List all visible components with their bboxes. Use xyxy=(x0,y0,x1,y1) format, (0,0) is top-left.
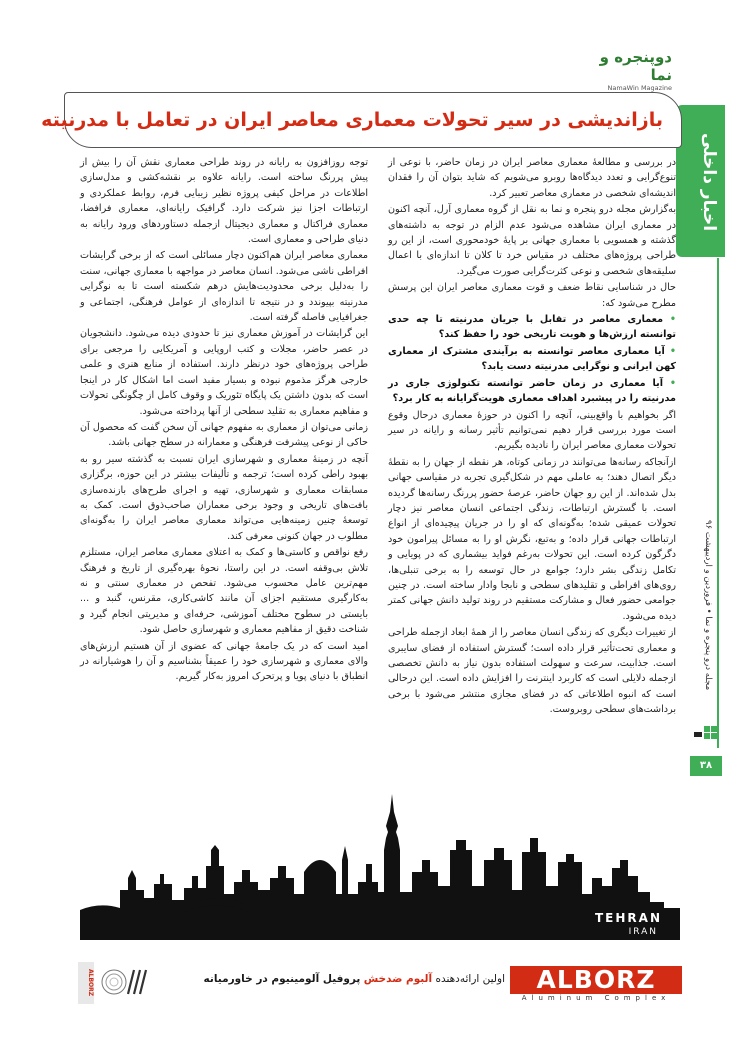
skyline-country-label: IRAN xyxy=(628,927,658,937)
question-paragraph xyxy=(388,312,676,343)
question-paragraph xyxy=(388,376,676,407)
article-title: بازاندیشی در سیر تحولات معماری معاصر ایران در تعامل با مدرنیته xyxy=(41,109,663,131)
question-text: آیا معماری معاصر توانسته به برآیندی مشترک از معماری کهن ایرانی و نوگرایی مدرنیته دست یابد؟ xyxy=(388,345,676,373)
text-column-right xyxy=(388,155,676,719)
magazine-window-icon xyxy=(692,723,720,743)
scratch-icon xyxy=(100,964,148,1000)
ad-brand-name: ALBORZ xyxy=(510,966,682,994)
masthead xyxy=(582,48,672,92)
ad-tagline-part1: اولین ارائه‌دهنده xyxy=(435,973,505,985)
body-paragraph: آنچه در زمینۀ معماری و شهرسازی ایران نسبت به گذشته سیر رو به بهبود راطی کرده است؛ ترجمه و تألیفات بیشتر در این حوزه، برگزاری مسابقات معماری و شهرسازی، تهیه و اجرای طرح‌های بازنده‌سازی بافت‌های تاریخی و وجود برخی معماران صاحب‌ذوق است. کمک به توسعۀ چنین زمینه‌هایی می‌تواند معماری معاصر ایران را به‌گونه‌ای مطلوب در جهان کنونی معرفی کند. xyxy=(80,453,368,542)
ad-brand-logo xyxy=(510,966,682,1004)
title-banner xyxy=(41,92,682,148)
body-paragraph: ازآنجاکه رسانه‌ها می‌توانند در زمانی کوتاه، هر نقطه از جهان را به نقطۀ دیگر اتصال دهند؛ به عاملی مهم در شکل‌گیری تجربه در مقیاسی جهانی بدل شده‌اند. از این رو جهان حاضر، عرصۀ حضور پررنگ رسانه‌ها گردیده است. با گسترش ارتباطات، زندگی اجتماعی انسان معاصر نیز دچار تحولات عمیقی شده؛ به‌گونه‌ای که او را در جریان پیچیده‌ای از انواع ارتباطات جهانی قرار داده؛ و به‌تبع، نگرش او را به مسائل پیرامون خود دگرگون کرده است. این تحولات به‌رغم فواید بیشماری که در پویایی و تکامل زندگی بشر دارد؛ جوامع در حال توسعه را به برخی تنبلی‌ها، روی‌های افراطی و تقلیدهای سطحی و نابجا وادار ساخته است. در چنین جوامعی حضور فعال و مشارکت مستقیم در روند تولید دانش جهانی کمتر دیده می‌شود. xyxy=(388,456,676,622)
page-number: ۳۸ xyxy=(690,756,722,776)
issue-info: مجله درو پنجره و نما • فروردین و اردیبهشت ۹۶ xyxy=(703,519,713,691)
body-paragraph: از تغییرات دیگری که زندگی انسان معاصر را از همۀ ابعاد ازجمله طراحی و معماری تحت‌تأثیر قرار داده است؛ گسترش استفاده از فضای سایبری است. جذابیت، سرعت و سهولت استفاده بدون نیاز به دانش تخصصی ازجمله دلایلی است که کاربرد اینترنت را افزایش داده است. این درحالی است که انبوه اطلاعاتی که در فضای مجازی منتشر می‌شود با برخی برداشت‌های سطحی روبروست. xyxy=(388,627,676,716)
side-divider xyxy=(717,258,719,748)
section-tab xyxy=(676,105,725,257)
body-paragraph: در بررسی و مطالعۀ معماری معاصر ایران در زمان حاضر، با نوعی از تنوع‌گرایی و تعدد دیدگاه‌ها روبرو می‌شویم که شاید بتوان آن را فقدان اندیشه‌ای شخصی در معماری معاصر تعبیر کرد. xyxy=(388,157,676,199)
body-paragraph: امید است که در یک جامعۀ جهانی که عضوی از آن هستیم ارزش‌های والای معماری و شهرسازی خود را عمیقاً بشناسیم و آن را هوشیارانه در انطباق با دنیای پویا و پرتحرک امروز به‌کار گیریم. xyxy=(80,640,368,683)
bullet-icon: • xyxy=(662,377,676,389)
section-tab-label: اخبار داخلی xyxy=(699,132,719,232)
ad-tagline xyxy=(150,973,505,985)
body-paragraph: زمانی می‌توان از معماری به مفهوم جهانی آن سخن گفت که محصول آن حاکی از نوعی پیشرفت فرهنگی و معمارانه در سطح جهانی باشد. xyxy=(80,421,368,449)
body-paragraph: اگر بخواهیم با واقع‌بینی، آنچه را اکنون در حوزۀ معماری درحال وقوع است مورد بررسی قرار دهیم نمی‌توانیم تأثیر رسانه و رایانه در سیر تحولات معماری معاصر ایران را نادیده بگیریم. xyxy=(388,409,676,452)
question-text: آیا معماری در زمان حاضر توانسته تکنولوژی جاری در مدرنیته را در پیشبرد اهداف معماری هویت‌گرایانه به کار برد؟ xyxy=(388,377,676,405)
question-paragraph xyxy=(388,344,676,375)
magazine-logo: دوپنجره و نما xyxy=(599,48,672,84)
bullet-icon: • xyxy=(664,345,676,357)
question-text: معماری معاصر در تقابل با جریان مدرنیته تا چه حدی توانسته ارزش‌ها و هویت تاریخی خود را حفظ کند؟ xyxy=(388,314,676,341)
body-paragraph: به‌گزارش مجله درو پنجره و نما به نقل از گروه معماری آرل، آنچه اکنون در معماری ایران مشاهده می‌شود عدم الزام در توجه به داشته‌های گذشته و همسویی با معماری جهانی بر پایۀ خودمحوری است، از این رو طراحی پروژه‌های مختلف در مقیاس خرد تا کلان تا اندازه‌ای با اعمال سلیقه‌های شخصی و نوعی کثرت‌گرایی صورت می‌گیرد. xyxy=(388,204,676,277)
ad-tagline-part2: پروفیل آلومینیوم در خاورمیانه xyxy=(203,973,361,985)
ad-side-label: ALBORZ xyxy=(78,962,94,1004)
body-paragraph: این گرایشات در آموزش معماری نیز تا حدودی دیده می‌شود. دانشجویان در عصر حاضر، مجلات و کتب اروپایی و آمریکایی را مرجعی برای طراحی پروژه‌های خود درنظر دارند. استفاده از منابع هنری و علمی خارجی هرگز مذموم نبوده و بسیار مفید است اما اشکال کار در اینجا است که بدون داشتن یک پایگاه تئوریک و وقوف کامل از چگونگی تحولات و مفاهیم معماری به تقلید سطحی از آنها پرداخته می‌شود. xyxy=(80,328,368,417)
skyline-city-label: TEHRAN xyxy=(595,911,662,925)
text-column-left xyxy=(80,155,368,686)
body-paragraph: معماری معاصر ایران هم‌اکنون دچار مسائلی است که از برخی گرایشات افراطی ناشی می‌شود. انسان معاصر در مواجهه با معماری جهانی، سنت را به‌دلیل برخی محدودیت‌هایش درهم شکسته است تا به نوگرایی مدرنیته بپیوندد و در نتیجه تا اندازه‌ای از عوامل فرهنگی، اجتماعی و جغرافیایی فاصله گرفته است. xyxy=(80,250,368,324)
body-paragraph: توجه روزافزون به رایانه در روند طراحی معماری نقش آن را بیش از پیش پررنگ ساخته است. رایانه علاوه بر نقشه‌کشی و مدل‌سازی اطلاعات در مراحل کیفی پروژه نظیر زیبایی فرم، روابط عملکردی و ارتباطات اجزا نیز شرکت دارد. گرافیک رایانه‌ای، معماری فرافضا، معماری فراکتال و معماری دیجیتال ازجمله دستاوردهای ورود رایانه به دنیای طراحی و معماری است. xyxy=(80,157,368,246)
body-paragraph: رفع نواقص و کاستی‌ها و کمک به اعتلای معماری معاصر ایران، مستلزم تلاش بی‌وقفه است. در این راستا، نحوۀ بهره‌گیری از تاریخ و فرهنگ مهم‌ترین عامل محسوب می‌شود. تفحص در معماری سنتی و نه به‌کارگیری مستقیم اجزای آن مانند کاشی‌کاری، مقرنس، گنبد و ... بایستی در سطوح مختلف آموزشی، حرفه‌ای و مدیریتی انجام گیرد و شناخت دقیق از مفاهیم معماری و شهرسازی حاصل شود. xyxy=(80,547,368,636)
magazine-logo-subtitle: NamaWin Magazine xyxy=(607,84,672,92)
ad-tagline-highlight: آلبوم ضدخش xyxy=(363,973,433,985)
ad-brand-subtitle: Aluminum Complex xyxy=(521,994,671,1002)
bullet-icon: • xyxy=(663,314,676,326)
body-paragraph: حال در شناسایی نقاط ضعف و قوت معماری معاصر ایران این پرسش مطرح می‌شود که: xyxy=(388,282,676,309)
